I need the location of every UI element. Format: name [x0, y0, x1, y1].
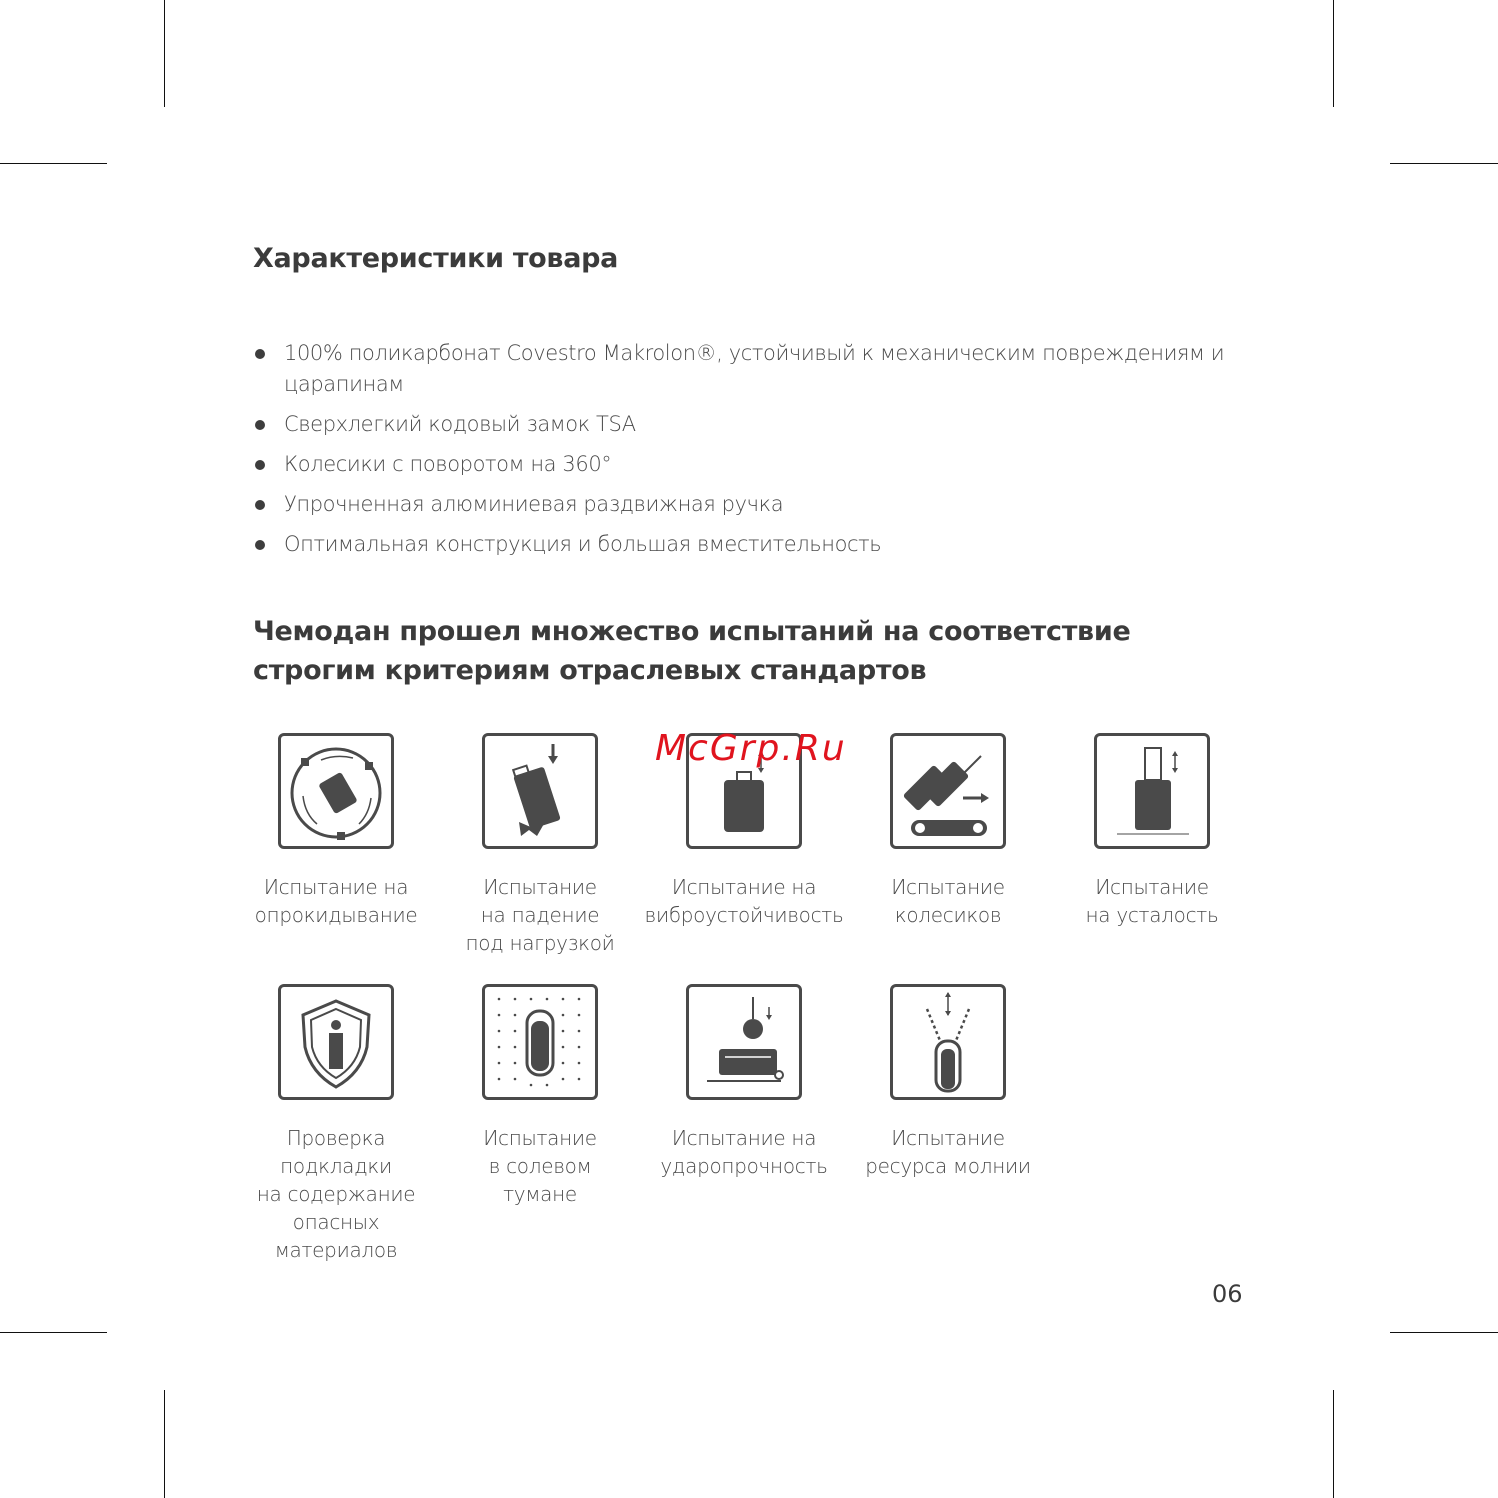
salt-spray-test-icon — [482, 984, 598, 1100]
bullet-icon — [255, 420, 265, 430]
test-caption: Испытание колесиков — [891, 875, 1005, 927]
wheel-test-icon — [890, 733, 1006, 849]
test-salt — [430, 984, 650, 1208]
handle-fatigue-icon — [1094, 733, 1210, 849]
bullet-icon — [255, 349, 265, 359]
test-caption: Испытание на виброустойчивость — [644, 875, 844, 927]
crop-mark — [1333, 1390, 1334, 1498]
test-drop — [430, 733, 650, 957]
rollover-test-icon — [278, 733, 394, 849]
tests-heading: Чемодан прошел множество испытаний на соответствие строгим критериям отраслевых стандартов — [253, 616, 1131, 686]
features-heading: Характеристики товара — [253, 243, 619, 274]
test-impact — [634, 984, 854, 1180]
test-zipper — [838, 984, 1058, 1180]
bullet-icon — [255, 460, 265, 470]
test-wheels — [838, 733, 1058, 929]
bullet-icon — [255, 540, 265, 550]
bullet-icon — [255, 500, 265, 510]
crop-mark — [0, 163, 107, 164]
test-caption: Испытание на ударопрочность — [660, 1126, 828, 1178]
test-caption: Испытание на усталость — [1085, 875, 1219, 927]
test-caption: Проверка подкладки на содержание опасных материалов — [256, 1126, 416, 1262]
crop-mark — [0, 1332, 107, 1333]
crop-mark — [1333, 0, 1334, 107]
test-caption: Испытание на падение под нагрузкой — [465, 875, 615, 955]
crop-mark — [1390, 1332, 1498, 1333]
drop-test-icon — [482, 733, 598, 849]
crop-mark — [1390, 163, 1498, 164]
zipper-test-icon — [890, 984, 1006, 1100]
watermark-logo: McGrp.Ru — [655, 728, 847, 769]
page-number: 06 — [1212, 1280, 1243, 1308]
test-caption: Испытание на опрокидывание — [254, 875, 418, 927]
features-list — [253, 338, 1233, 569]
test-lining — [226, 984, 446, 1264]
test-caption: Испытание ресурса молнии — [865, 1126, 1031, 1178]
list-item: Упрочненная алюминиевая раздвижная ручка — [253, 489, 1233, 520]
impact-test-icon — [686, 984, 802, 1100]
lining-safety-shield-icon — [278, 984, 394, 1100]
list-item: Оптимальная конструкция и большая вместительность — [253, 529, 1233, 560]
crop-mark — [164, 1390, 165, 1498]
test-rollover — [226, 733, 446, 929]
list-item: Колесики с поворотом на 360° — [253, 449, 1233, 480]
crop-mark — [164, 0, 165, 107]
list-item: 100% поликарбонат Covestro Makrolon®, устойчивый к механическим повреждениям и царапинам — [253, 338, 1233, 400]
test-fatigue — [1042, 733, 1262, 929]
test-caption: Испытание в солевом тумане — [483, 1126, 597, 1206]
list-item: Сверхлегкий кодовый замок TSA — [253, 409, 1233, 440]
